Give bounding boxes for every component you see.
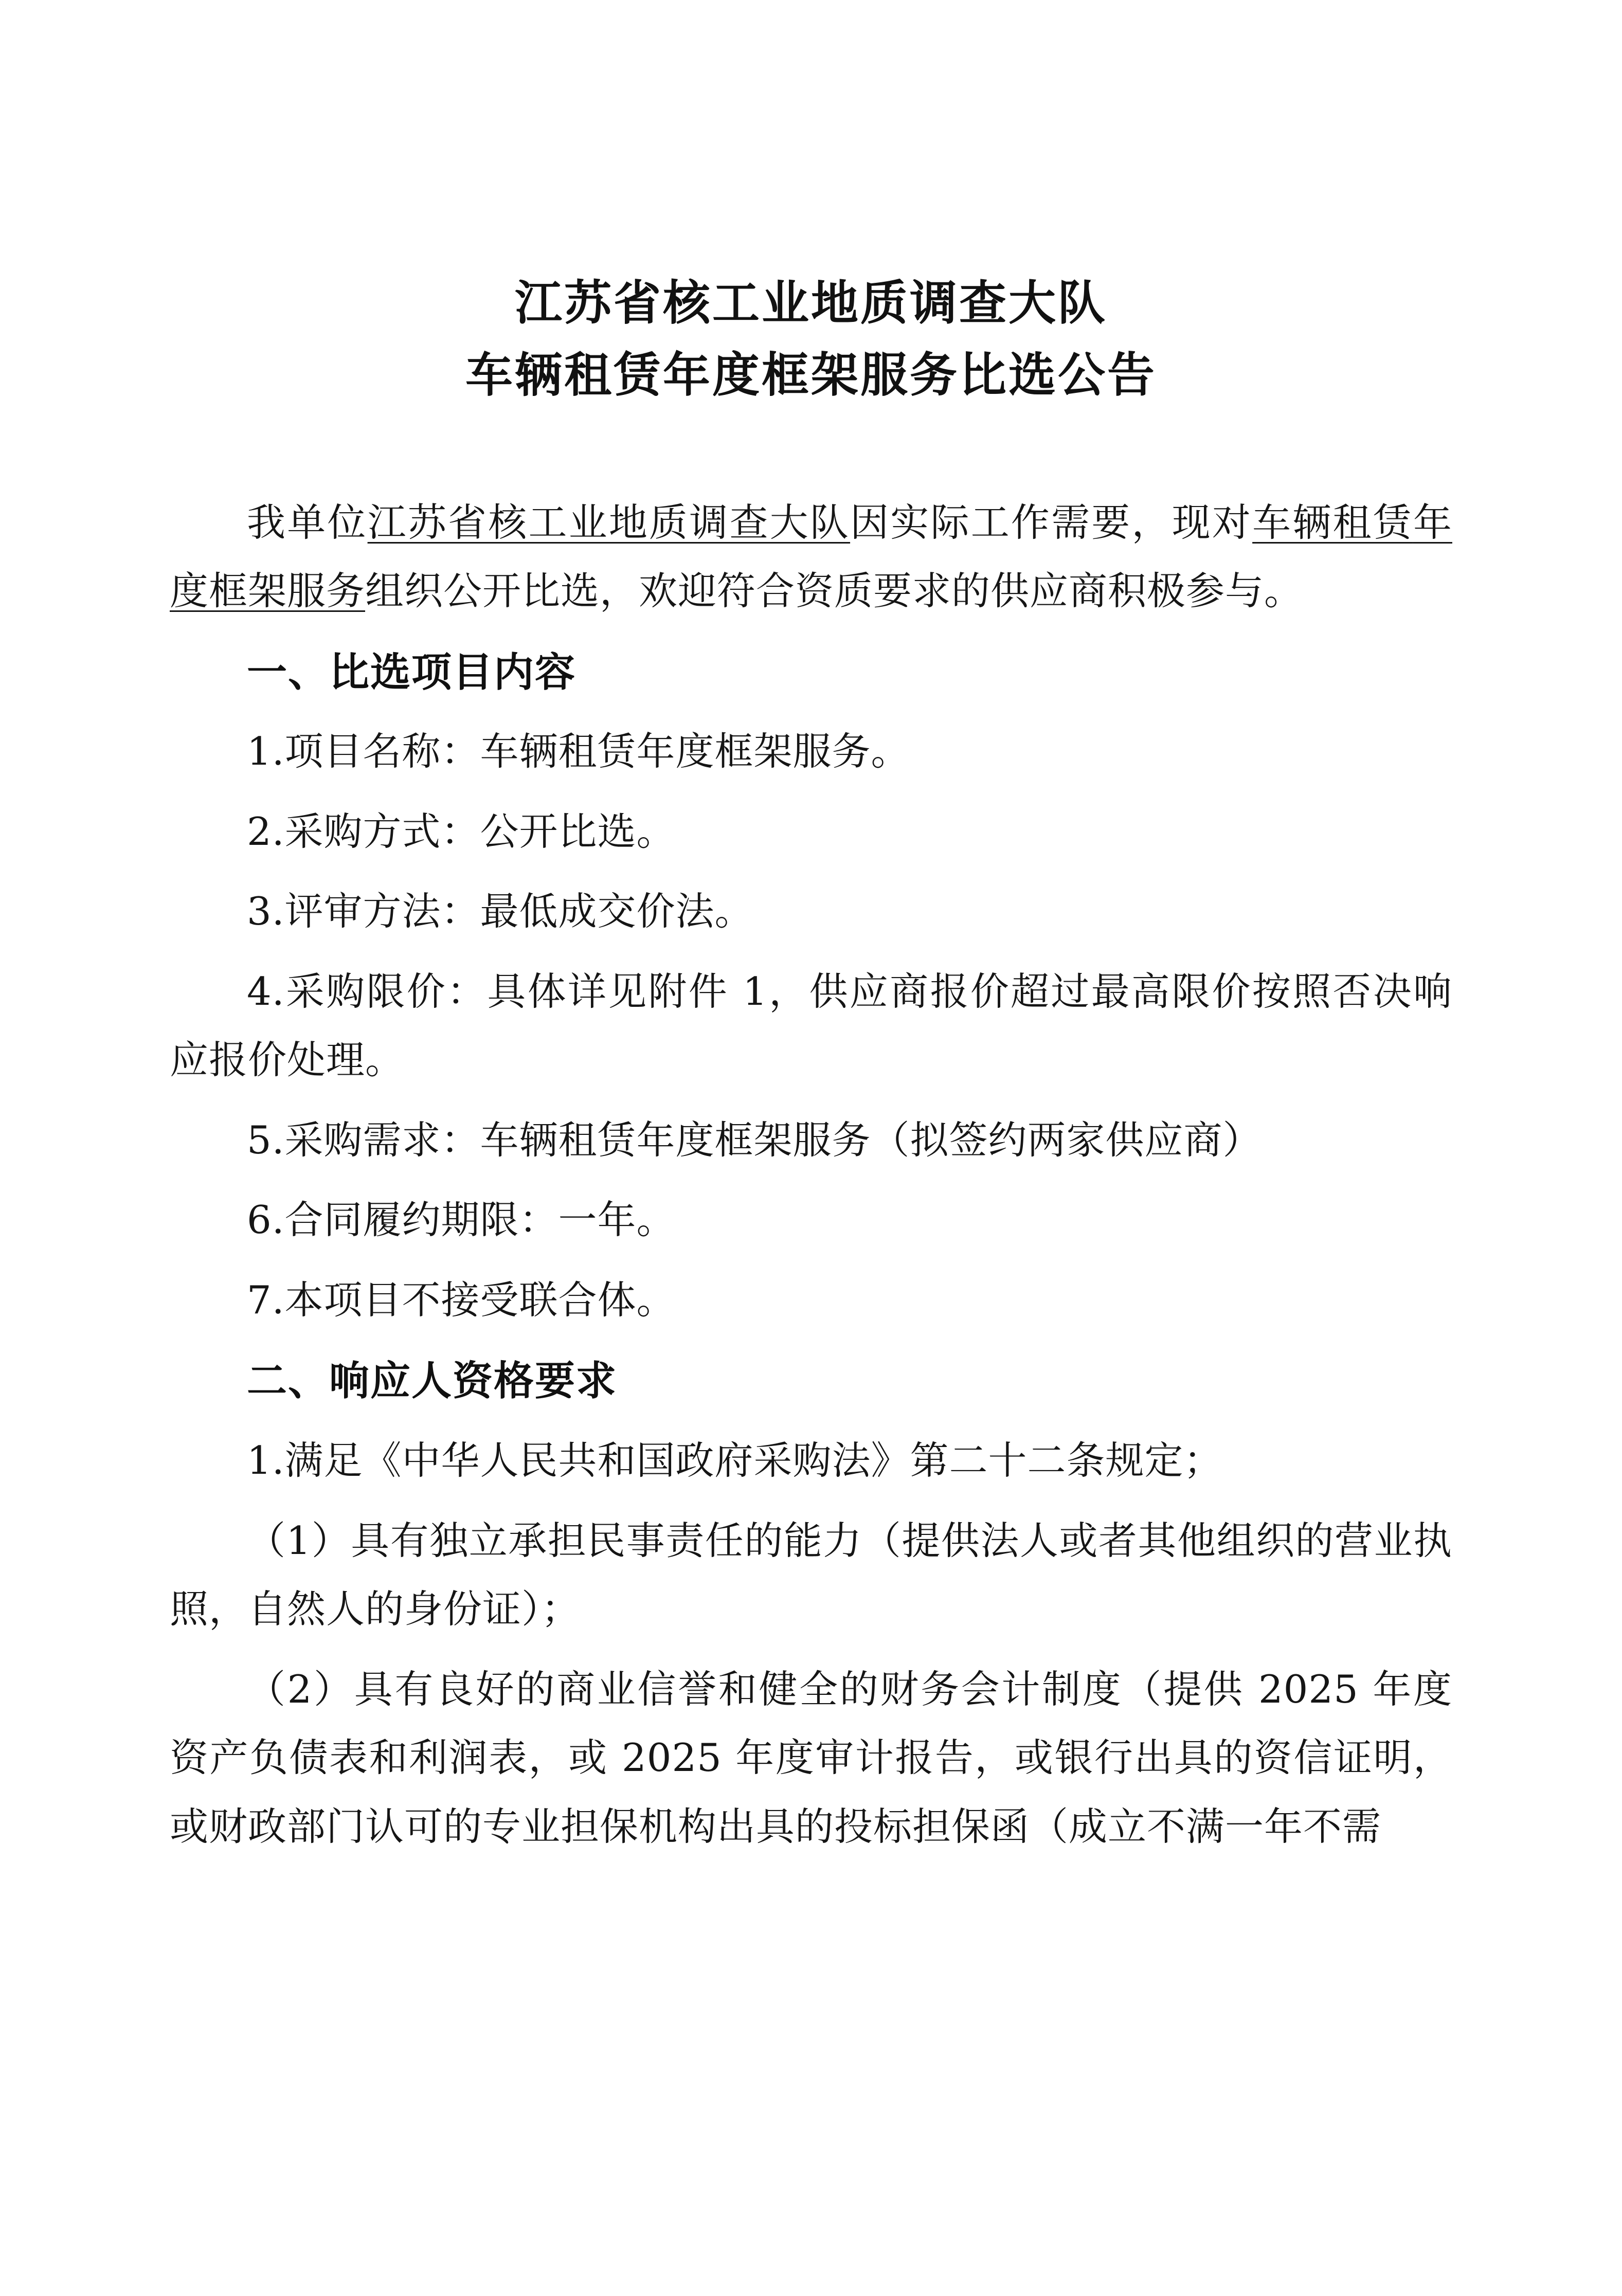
section-1-item-5: 5.采购需求：车辆租赁年度框架服务（拟签约两家供应商） xyxy=(247,1117,1262,1163)
intro-seg-6: 组织公开比选，欢迎符合资质要求的供应商积极参与。 xyxy=(365,568,1304,614)
intro-seg-4-underlined: 车辆租赁 xyxy=(1252,499,1413,545)
section-2-item-1: 1.满足《中华人民共和国政府采购法》第二十二条规定； xyxy=(247,1438,1223,1484)
intro-seg-5-underlined: 年度框架服务 xyxy=(170,499,1452,614)
section-1-item-7: 7.本项目不接受联合体。 xyxy=(247,1277,676,1323)
section-heading-1: 一、比选项目内容 xyxy=(247,648,576,696)
section-2-item-2: （1）具有独立承担民事责任的能力（提供法人或者其他组织的营业执照，自然人的身份证）； xyxy=(170,1517,1452,1632)
intro-seg-1: 我单位 xyxy=(247,499,368,545)
section-2-item-3: （2）具有良好的商业信誉和健全的财务会计制度（提供 2025 年度资产负债表和利润表，或 2025 年度审计报告，或银行出具的资信证明，或财政部门认可的专业担保机构出具的投标担保函（成立不满一年不需 xyxy=(170,1666,1452,1849)
section-1-item-4: 4.采购限价：具体详见附件 1，供应商报价超过最高限价按照否决响应报价处理。 xyxy=(170,968,1452,1083)
section-1-item-1: 1.项目名称：车辆租赁年度框架服务。 xyxy=(247,729,910,774)
section-heading-2: 二、响应人资格要求 xyxy=(247,1358,618,1405)
title-line-2: 车辆租赁年度框架服务比选公告 xyxy=(465,347,1157,403)
document-title xyxy=(170,267,1452,411)
title-line-1: 江苏省核工业地质调查大队 xyxy=(514,275,1107,331)
intro-paragraph xyxy=(170,489,1452,626)
intro-seg-3: 因实际工作需要，现对 xyxy=(850,499,1253,545)
section-1-item-3: 3.评审方法：最低成交价法。 xyxy=(247,889,754,934)
section-1-item-6: 6.合同履约期限：一年。 xyxy=(247,1197,676,1243)
section-1-item-2: 2.采购方式：公开比选。 xyxy=(247,808,676,854)
intro-seg-2-underlined: 江苏省核工业地质调查大队 xyxy=(367,499,851,545)
